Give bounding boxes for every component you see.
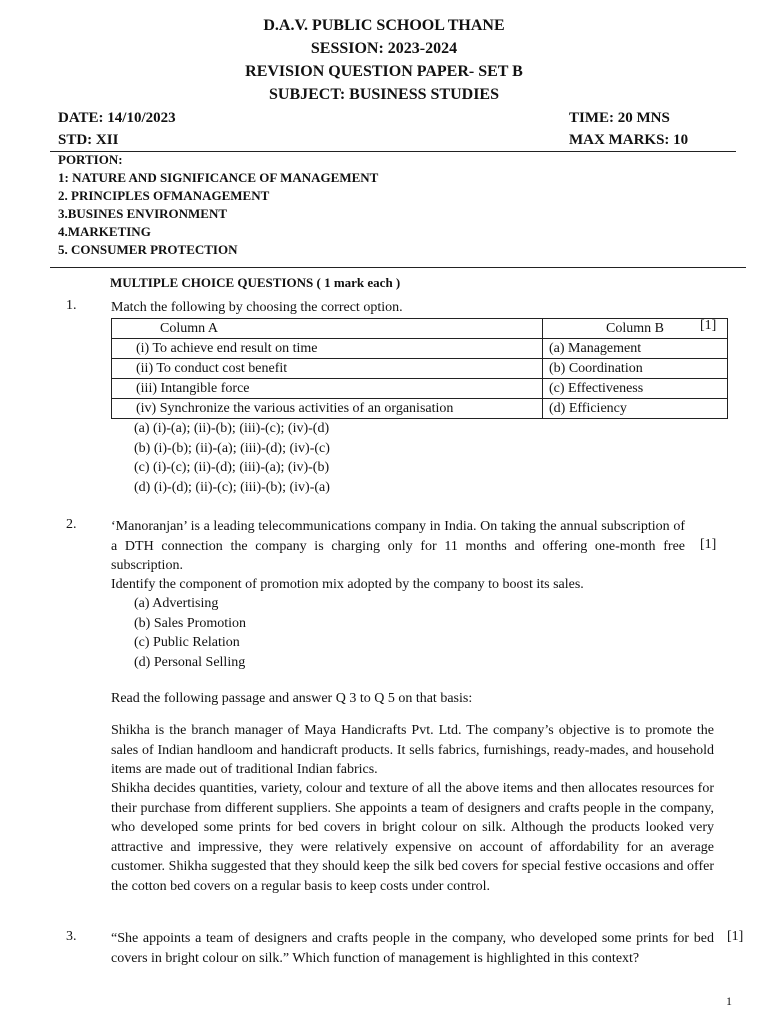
portion-item: 2. PRINCIPLES OFMANAGEMENT (58, 188, 270, 203)
table-header-row (112, 319, 728, 339)
q1-options (134, 419, 330, 498)
paper-header (0, 14, 768, 106)
option: (c) (i)-(c); (ii)-(d); (iii)-(a); (iv)-(b) (134, 460, 330, 476)
q3-number: 3. (66, 929, 77, 944)
q2-text: ‘Manoranjan’ is a leading telecommunications company in India. On taking the annual subscription of a DTH connection the company is charging only for 11 months and offering one-month free subscription. (111, 519, 685, 573)
portion-title: PORTION: (58, 152, 123, 167)
portion-item: 4.MARKETING (58, 224, 151, 239)
portion-block (58, 151, 378, 259)
q2-question: Identify the component of promotion mix adopted by the company to boost its sales. (111, 577, 584, 592)
table-row (112, 379, 728, 399)
table-row (112, 399, 728, 419)
column-a-cell: (i) To achieve end result on time (112, 339, 543, 359)
column-b-header: Column B (543, 319, 728, 339)
passage-paragraph: Shikha decides quantities, variety, colour and texture of all the above items and then allocates resources for their purchase from different suppliers. She appoints a team of designers and crafts people in the company, who developed some prints for bed covers in bright colour on silk. Although the products looked very attractive and impressive, they were relatively expensive on account of affordability for an average customer. Shikha suggested that they should keep the silk bed covers for special festive occasions and offer the cotton bed covers on a regular basis to keep costs under control. (111, 781, 714, 894)
divider-portion (50, 267, 746, 268)
column-a-cell: (ii) To conduct cost benefit (112, 359, 543, 379)
table-row (112, 339, 728, 359)
time: TIME: 20 MNS (569, 110, 670, 126)
column-a-cell: (iv) Synchronize the various activities of an organisation (112, 399, 543, 419)
q1-number: 1. (66, 298, 77, 313)
option: (b) Sales Promotion (134, 615, 246, 631)
meta-row-std (58, 129, 698, 151)
standard: STD: XII (58, 132, 119, 148)
meta-row-date (58, 107, 698, 129)
portion-item: 3.BUSINES ENVIRONMENT (58, 206, 228, 221)
max-marks: MAX MARKS: 10 (569, 132, 689, 148)
column-b-cell: (c) Effectiveness (543, 379, 728, 399)
column-a-cell: (iii) Intangible force (112, 379, 543, 399)
q1-text: Match the following by choosing the correct option. (111, 300, 403, 315)
column-b-cell: (b) Coordination (543, 359, 728, 379)
date: DATE: 14/10/2023 (58, 110, 176, 126)
portion-item: 1: NATURE AND SIGNIFICANCE OF MANAGEMENT (58, 170, 379, 185)
column-b-cell: (d) Efficiency (543, 399, 728, 419)
portion-item: 5. CONSUMER PROTECTION (58, 242, 238, 257)
option: (d) (i)-(d); (ii)-(c); (iii)-(b); (iv)-(a) (134, 480, 330, 496)
passage-paragraph: Shikha is the branch manager of Maya Handicrafts Pvt. Ltd. The company’s objective is to promote the sales of Indian handloom and handicraft products. It sells fabrics, furnishings, ready-mades, and household items are made out of traditional Indian fabrics. (111, 723, 714, 777)
q3-marks: [1] (727, 929, 744, 944)
q1-marks: [1] (700, 318, 717, 333)
subject: SUBJECT: BUSINESS STUDIES (268, 86, 499, 103)
paper-title: REVISION QUESTION PAPER- SET B (245, 63, 523, 80)
option: (a) (i)-(a); (ii)-(b); (iii)-(c); (iv)-(d) (134, 421, 330, 436)
q2-options (134, 594, 246, 673)
option: (c) Public Relation (134, 635, 240, 651)
option: (b) (i)-(b); (ii)-(a); (iii)-(d); (iv)-(c) (134, 440, 330, 456)
column-b-cell: (a) Management (543, 339, 728, 359)
session: SESSION: 2023-2024 (310, 40, 458, 57)
page-number: 1 (726, 994, 732, 1008)
school-name: D.A.V. PUBLIC SCHOOL THANE (263, 17, 505, 34)
q2-number: 2. (66, 517, 77, 532)
section-title: MULTIPLE CHOICE QUESTIONS ( 1 mark each ) (110, 275, 401, 290)
q3-text: “She appoints a team of designers and crafts people in the company, who developed some prints for bed covers in bright colour on silk.” Which function of management is highlighted in this context? (111, 931, 714, 966)
option: (d) Personal Selling (134, 655, 246, 671)
q2-marks: [1] (700, 537, 717, 552)
match-table (111, 318, 728, 419)
table-row (112, 359, 728, 379)
passage-intro: Read the following passage and answer Q 3 to Q 5 on that basis: (111, 691, 473, 706)
option: (a) Advertising (134, 596, 219, 611)
column-a-header: Column A (112, 319, 543, 339)
